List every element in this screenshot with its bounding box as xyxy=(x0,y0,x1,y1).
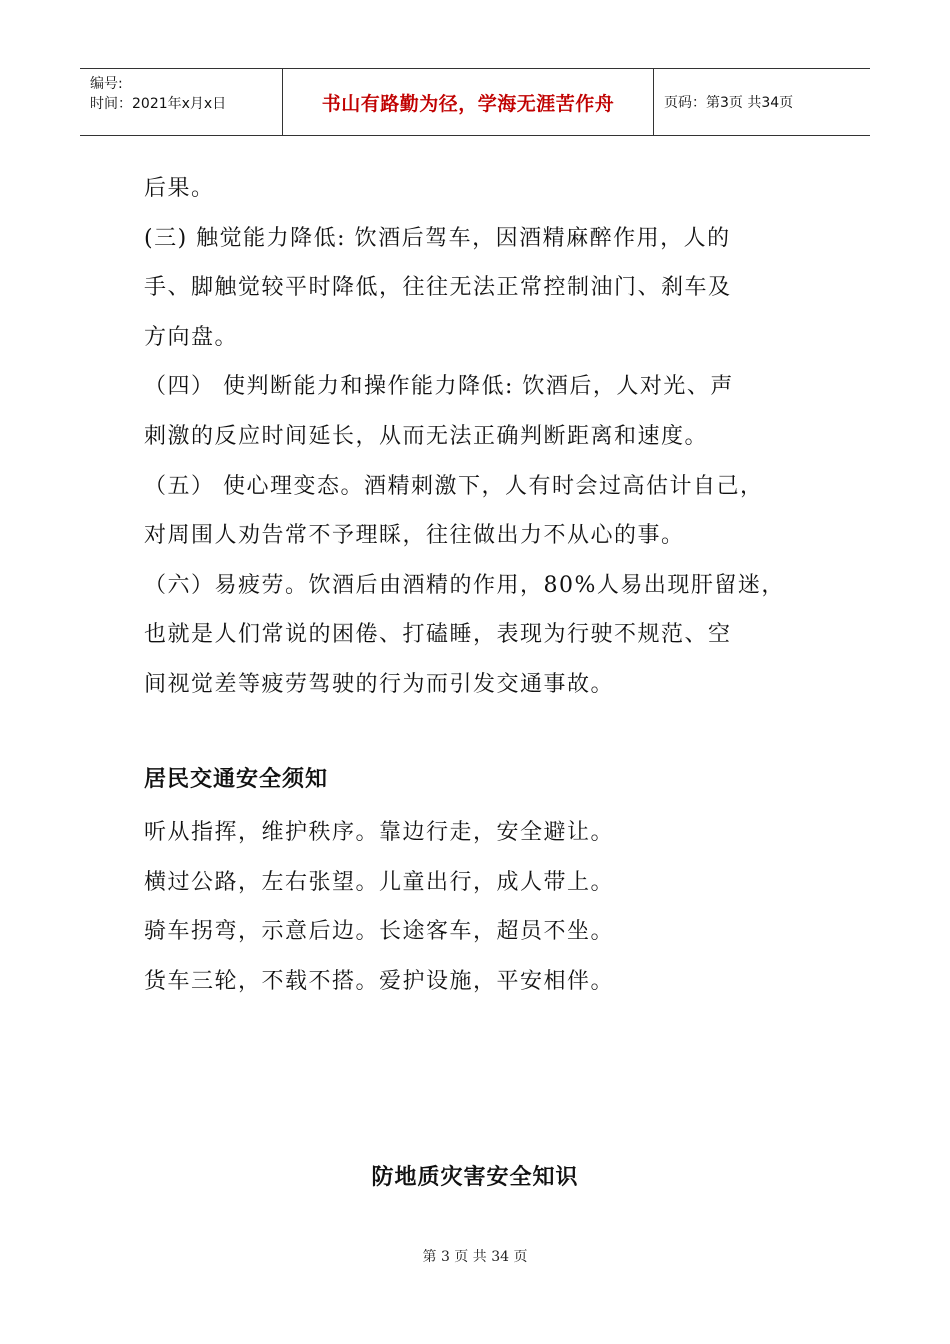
header-page-number: 页码：第3页 共34页 xyxy=(664,95,794,111)
page-header xyxy=(80,68,870,136)
header-page-cell xyxy=(654,69,870,135)
paragraph-line: （六）易疲劳。饮酒后由酒精的作用，80%人易出现肝留迷， xyxy=(144,572,785,598)
rule-line: 横过公路，左右张望。儿童出行，成人带上。 xyxy=(144,869,615,895)
paragraph-line: 后果。 xyxy=(144,176,215,201)
paragraph-line: 也就是人们常说的困倦、打磕睡，表现为行驶不规范、空 xyxy=(144,622,732,648)
paragraph-line: (三) 触觉能力降低: 饮酒后驾车，因酒精麻醉作用，人的 xyxy=(144,225,731,251)
next-section-title: 防地质灾害安全知识 xyxy=(371,1165,579,1190)
rule-line: 听从指挥，维护秩序。靠边行走，安全避让。 xyxy=(144,820,615,845)
paragraph-line: （四） 使判断能力和操作能力降低: 饮酒后，人对光、声 xyxy=(144,374,734,400)
page-footer: 第 3 页 共 34 页 xyxy=(422,1249,528,1265)
paragraph-line: 手、脚触觉较平时降低，往往无法正常控制油门、刹车及 xyxy=(144,275,732,301)
paragraph-line: （五） 使心理变态。酒精刺激下，人有时会过高估计自己， xyxy=(144,473,764,499)
rule-line: 骑车拐弯，示意后边。长途客车，超员不坐。 xyxy=(144,919,615,945)
document-time-label: 时间：2021年x月x日 xyxy=(90,96,227,112)
header-motto-cell xyxy=(282,69,654,135)
paragraph-line: 方向盘。 xyxy=(144,324,239,350)
header-info-cell xyxy=(80,69,282,135)
paragraph-line: 对周围人劝告常不予理睬，往往做出力不从心的事。 xyxy=(144,523,685,549)
paragraph-line: 刺激的反应时间延长，从而无法正确判断距离和速度。 xyxy=(144,423,709,449)
body-text xyxy=(144,164,814,710)
header-motto: 书山有路勤为径，学海无涯苦作舟 xyxy=(321,92,615,115)
section-heading: 居民交通安全须知 xyxy=(144,767,329,792)
document-number-label: 编号: xyxy=(90,76,123,92)
safety-rules-list xyxy=(144,808,614,1006)
rule-line: 货车三轮，不载不搭。爱护设施，平安相伴。 xyxy=(144,968,615,994)
paragraph-line: 间视觉差等疲劳驾驶的行为而引发交通事故。 xyxy=(144,671,615,697)
